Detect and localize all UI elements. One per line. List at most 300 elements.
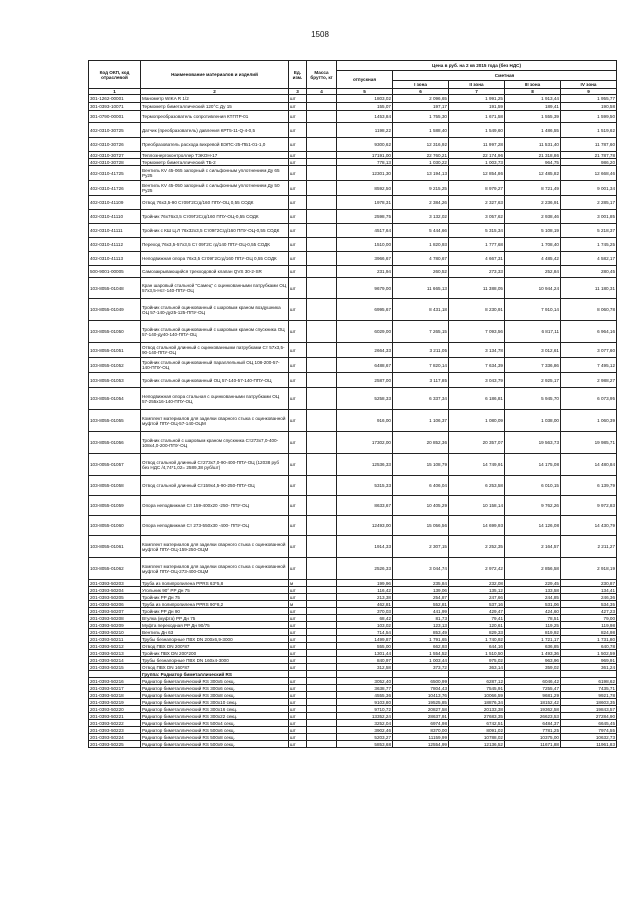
table-body [89, 95, 617, 748]
mass-cell [307, 536, 337, 558]
zone-4-price-cell: 14 430,79 [561, 516, 617, 536]
unit-cell: шт [289, 278, 307, 299]
item-code-cell: 402-0310-30728 [89, 159, 141, 166]
zone-2-price-cell: 22 174,96 [449, 152, 505, 159]
zone-4-price-cell: 7435,71 [561, 685, 617, 692]
zone-3-price-cell: 963,96 [505, 657, 561, 664]
table-row [89, 664, 617, 671]
zone-1-price-cell: 5 444,66 [393, 224, 449, 238]
mass-cell [307, 238, 337, 252]
item-code-cell: 201-0393-50207 [89, 608, 141, 615]
item-name-cell: Трубы безнапорные ПВХ DN 200х6,9-3000 [141, 636, 289, 643]
zone-3-price-cell: 7255,47 [505, 685, 561, 692]
item-name-cell: Муфта переходная PP Дн 90/75 [141, 622, 289, 629]
table-row [89, 111, 617, 123]
release-price-cell: 2664,33 [337, 343, 393, 358]
zone-2-price-cell: 6742,51 [449, 720, 505, 727]
item-code-cell: 201-0393-50221 [89, 713, 141, 720]
mass-cell [307, 580, 337, 587]
zone-4-price-cell: 824,98 [561, 629, 617, 636]
zone-2-price-cell: 12136,52 [449, 741, 505, 748]
zone-2-price-cell: 135,12 [449, 587, 505, 594]
table-row [89, 343, 617, 358]
release-price-cell: 3252,04 [337, 720, 393, 727]
zone-4-price-cell: 21 787,78 [561, 152, 617, 159]
mass-cell [307, 615, 337, 622]
release-price-cell: 2587,00 [337, 373, 393, 388]
zone-2-price-cell: 975,02 [449, 657, 505, 664]
zone-4-price-cell: 7 495,12 [561, 358, 617, 373]
header-mass: Масса брутто, кг [307, 61, 337, 89]
zone-2-price-cell: 247,66 [449, 594, 505, 601]
release-price-cell: 4517,64 [337, 224, 393, 238]
item-name-cell: Вентиль Дн 63 [141, 629, 289, 636]
table-row [89, 741, 617, 748]
release-price-cell: 3638,77 [337, 685, 393, 692]
zone-4-price-cell [561, 671, 617, 678]
mass-cell [307, 111, 337, 123]
release-price-cell: 9710,72 [337, 706, 393, 713]
zone-4-price-cell: 2 918,19 [561, 558, 617, 580]
zone-2-price-cell: 1 671,58 [449, 111, 505, 123]
release-price-cell: 5203,27 [337, 734, 393, 741]
mass-cell [307, 278, 337, 299]
zone-4-price-cell: 534,35 [561, 601, 617, 608]
table-row [89, 238, 617, 252]
zone-2-price-cell: 8 230,91 [449, 299, 505, 321]
release-price-cell: 155,07 [337, 103, 393, 111]
release-price-cell: 1803,02 [337, 95, 393, 103]
mass-cell [307, 678, 337, 685]
zone-1-price-cell: 123,13 [393, 622, 449, 629]
zone-2-price-cell: 644,16 [449, 643, 505, 650]
item-code-cell: 402-0310-41113 [89, 252, 141, 266]
zone-1-price-cell: 552,81 [393, 601, 449, 608]
zone-2-price-cell: 537,16 [449, 601, 505, 608]
zone-2-price-cell: 273,33 [449, 266, 505, 278]
item-code-cell: 201-0393-50213 [89, 650, 141, 657]
zone-4-price-cell: 6 964,16 [561, 321, 617, 343]
item-name-cell: Тройник 76х76х3,5 Ст09Г2Сгд/160 ППУ-ОЦ-0,55 СОДК [141, 210, 289, 224]
item-name-cell: Тройник стальной оцинкованный с шаровым краном спускника ОЦ 57-140-ду40-140-ППУ-ОЦ [141, 321, 289, 343]
mass-cell [307, 558, 337, 580]
release-price-cell: 9300,62 [337, 138, 393, 152]
item-code-cell: 103-8055-01049 [89, 299, 141, 321]
table-row [89, 181, 617, 196]
release-price-cell: 213,38 [337, 594, 393, 601]
zone-3-price-cell: 14 126,08 [505, 516, 561, 536]
header-estimate: Сметная [393, 71, 617, 81]
zone-1-price-cell: 2 384,26 [393, 196, 449, 210]
item-name-cell: Отвод ПВХ DN 200*87 [141, 643, 289, 650]
zone-1-price-cell: 7 820,14 [393, 358, 449, 373]
item-name-cell: Комплект материалов для заделки сварного стыка с оцинкованной муфтой ППУ-ОЦ-273-400-ОЦМ [141, 558, 289, 580]
item-code-cell: 103-8055-01062 [89, 558, 141, 580]
header-name: Наименование материалов и изделий [141, 61, 289, 89]
table-row [89, 601, 617, 608]
zone-3-price-cell: 636,85 [505, 643, 561, 650]
zone-4-price-cell: 10632,73 [561, 734, 617, 741]
item-name-cell: Угольник 90° PP Дн 75 [141, 587, 289, 594]
item-name-cell: Опора неподвижная Ст 159-400х20 -250- ППУ-ОЦ [141, 496, 289, 516]
item-code-cell: 201-0393-50222 [89, 720, 141, 727]
zone-2-price-cell: 8 979,27 [449, 181, 505, 196]
release-price-cell: 1914,33 [337, 536, 393, 558]
zone-4-price-cell: 19843,57 [561, 706, 617, 713]
release-price-cell: 12536,33 [337, 454, 393, 476]
zone-1-price-cell: 15 056,56 [393, 516, 449, 536]
zone-4-price-cell: 1 745,25 [561, 238, 617, 252]
release-price-cell: 9679,00 [337, 278, 393, 299]
table-row [89, 252, 617, 266]
zone-1-price-cell: 81,73 [393, 615, 449, 622]
column-number: 7 [449, 89, 505, 95]
mass-cell [307, 266, 337, 278]
zone-4-price-cell: 119,98 [561, 622, 617, 629]
zone-1-price-cell: 12 316,92 [393, 138, 449, 152]
zone-1-price-cell: 6974,98 [393, 720, 449, 727]
mass-cell [307, 224, 337, 238]
zone-1-price-cell: 7804,43 [393, 685, 449, 692]
column-number: 2 [141, 89, 289, 95]
zone-4-price-cell: 27284,90 [561, 713, 617, 720]
unit-cell: шт [289, 476, 307, 496]
zone-3-price-cell: 8 721,49 [505, 181, 561, 196]
zone-4-price-cell: 4 582,17 [561, 252, 617, 266]
zone-1-price-cell: 2 096,65 [393, 95, 449, 103]
release-price-cell: 1978,31 [337, 196, 393, 210]
release-price-cell: 5853,68 [337, 741, 393, 748]
zone-2-price-cell: 4 667,31 [449, 252, 505, 266]
item-name-cell: Неподвижная опора 76х3,5 Ст09Г2Сгд/160 ППУ-ОЦ 0,55 СОДК [141, 252, 289, 266]
mass-cell [307, 636, 337, 643]
release-price-cell: 462,81 [337, 601, 393, 608]
zone-3-price-cell: 229,45 [505, 580, 561, 587]
item-name-cell: Тройник стальной оцинкованный ОЦ 57-140-57-140-ППУ-ОЦ [141, 373, 289, 388]
item-code-cell: 201-0393-50218 [89, 692, 141, 699]
zone-4-price-cell: 8 060,78 [561, 299, 617, 321]
item-code-cell: 103-8055-01054 [89, 388, 141, 410]
item-name-cell: Тройник с КШ Ц.Л 76х32х3,5 Ст09Г2Сгд/160 ППУ-ОЦ-0,55 СОДК [141, 224, 289, 238]
item-name-cell: Тройник PP Дн 90 [141, 608, 289, 615]
header-zone-2: II зона [449, 81, 505, 89]
item-code-cell: 103-8055-01056 [89, 432, 141, 454]
item-name-cell: Труба из полипропилена PPRS 90*8,2 [141, 601, 289, 608]
column-number: 4 [307, 89, 337, 95]
release-price-cell [337, 671, 393, 678]
zone-2-price-cell: 2 972,42 [449, 558, 505, 580]
release-price-cell: 17191,00 [337, 152, 393, 159]
item-name-cell: Труба из полипропилена PPRS 63*5,8 [141, 580, 289, 587]
mass-cell [307, 181, 337, 196]
release-price-cell: 12301,30 [337, 166, 393, 181]
header-zone-1: I зона [393, 81, 449, 89]
item-name-cell: Радиатор биметаллический RS 300х5 секц. [141, 678, 289, 685]
zone-2-price-cell: 429,47 [449, 608, 505, 615]
mass-cell [307, 196, 337, 210]
release-price-cell: 3902,46 [337, 727, 393, 734]
item-name-cell: Втулка (муфта) PP Дн 75 [141, 615, 289, 622]
zone-1-price-cell: 15 108,79 [393, 454, 449, 476]
zone-1-price-cell: 1 588,40 [393, 123, 449, 138]
unit-cell: шт [289, 111, 307, 123]
item-name-cell: Тройник стальной оцинкованный параллельный ОЦ 108-200-57-140-ППУ-ОЦ [141, 358, 289, 373]
release-price-cell: 1453,84 [337, 111, 393, 123]
table-row [89, 615, 617, 622]
unit-cell: шт [289, 622, 307, 629]
table-row [89, 594, 617, 601]
unit-cell: шт [289, 266, 307, 278]
zone-2-price-cell: 2 327,63 [449, 196, 505, 210]
item-code-cell [89, 671, 141, 678]
unit-cell: шт [289, 159, 307, 166]
zone-3-price-cell: 2 925,17 [505, 373, 561, 388]
mass-cell [307, 138, 337, 152]
item-code-cell: 201-0393-50217 [89, 685, 141, 692]
zone-2-price-cell: 1 510,50 [449, 650, 505, 657]
zone-2-price-cell: 3 057,62 [449, 210, 505, 224]
zone-3-price-cell: 531,06 [505, 601, 561, 608]
release-price-cell: 8633,67 [337, 496, 393, 516]
zone-1-price-cell: 197,17 [393, 103, 449, 111]
zone-2-price-cell: 10066,59 [449, 692, 505, 699]
zone-1-price-cell: 13 194,13 [393, 166, 449, 181]
zone-2-price-cell: 20 357,07 [449, 432, 505, 454]
table-row [89, 536, 617, 558]
item-code-cell: 201-0393-50203 [89, 580, 141, 587]
item-code-cell: 103-8055-01058 [89, 476, 141, 496]
mass-cell [307, 727, 337, 734]
zone-3-price-cell: 5 108,19 [505, 224, 561, 238]
unit-cell: шт [289, 720, 307, 727]
zone-2-price-cell: 11 388,05 [449, 278, 505, 299]
item-code-cell: 103-8055-01059 [89, 496, 141, 516]
column-number: 1 [89, 89, 141, 95]
zone-3-price-cell: 2 938,46 [505, 210, 561, 224]
mass-cell [307, 699, 337, 706]
mass-cell [307, 152, 337, 159]
table-row [89, 299, 617, 321]
item-name-cell: Неподвижная опора стальная с оцинкованными патрубками ОЦ 57-255х16-140-ППУ-ОЦ [141, 388, 289, 410]
mass-cell [307, 454, 337, 476]
release-price-cell: 6995,67 [337, 299, 393, 321]
mass-cell [307, 252, 337, 266]
zone-3-price-cell: 10375,00 [505, 734, 561, 741]
zone-4-price-cell: 9 972,83 [561, 496, 617, 516]
mass-cell [307, 671, 337, 678]
zone-4-price-cell: 986,20 [561, 159, 617, 166]
mass-cell [307, 657, 337, 664]
item-code-cell: 201-0393-50210 [89, 629, 141, 636]
zone-2-price-cell: 3 043,79 [449, 373, 505, 388]
zone-1-price-cell [393, 671, 449, 678]
item-code-cell: 402-0310-30727 [89, 152, 141, 159]
zone-1-price-cell: 9 215,25 [393, 181, 449, 196]
zone-2-price-cell: 18876,34 [449, 699, 505, 706]
zone-2-price-cell: 1 080,09 [449, 410, 505, 432]
item-name-cell: Радиатор биметаллический RS 300х8 секц. [141, 692, 289, 699]
zone-3-price-cell: 14 175,08 [505, 454, 561, 476]
table-row [89, 608, 617, 615]
item-name-cell: Радиатор биметаллический RS 300х6 секц. [141, 685, 289, 692]
item-code-cell: 402-0310-41725 [89, 166, 141, 181]
zone-1-price-cell: 1 030,22 [393, 159, 449, 166]
zone-2-price-cell: 8091,02 [449, 727, 505, 734]
mass-cell [307, 594, 337, 601]
zone-1-price-cell: 235,84 [393, 580, 449, 587]
item-code-cell: 201-0393-50209 [89, 622, 141, 629]
unit-cell: шт [289, 238, 307, 252]
item-code-cell: 402-0310-41111 [89, 224, 141, 238]
item-name-cell: Переход 76х3,5-57х3,5 Ст 09Г2С гд/140 ППУ-ОЦ-0,55 СОДК [141, 238, 289, 252]
zone-1-price-cell: 7 265,15 [393, 321, 449, 343]
mass-cell [307, 432, 337, 454]
zone-1-price-cell: 2 307,15 [393, 536, 449, 558]
price-table [88, 60, 617, 748]
mass-cell [307, 734, 337, 741]
mass-cell [307, 608, 337, 615]
table-row [89, 699, 617, 706]
zone-1-price-cell: 20 852,36 [393, 432, 449, 454]
zone-2-price-cell: 7 093,56 [449, 321, 505, 343]
release-price-cell: 555,00 [337, 643, 393, 650]
unit-cell: шт [289, 343, 307, 358]
zone-1-price-cell: 139,06 [393, 587, 449, 594]
zone-4-price-cell: 2 211,27 [561, 536, 617, 558]
table-row [89, 720, 617, 727]
zone-3-price-cell: 12 485,82 [505, 166, 561, 181]
zone-2-price-cell: 7545,91 [449, 685, 505, 692]
item-code-cell: 402-0310-41112 [89, 238, 141, 252]
zone-1-price-cell: 1 755,30 [393, 111, 449, 123]
zone-2-price-cell: 1 991,25 [449, 95, 505, 103]
release-price-cell: 3966,67 [337, 252, 393, 266]
item-code-cell: 201-0393-50205 [89, 594, 141, 601]
zone-1-price-cell: 373,72 [393, 664, 449, 671]
item-name-cell: Отвод стальной длинный Ст159х4,5-90-250-ППУ-ОЦ [141, 476, 289, 496]
release-price-cell: 199,96 [337, 580, 393, 587]
zone-4-price-cell: 5 218,37 [561, 224, 617, 238]
mass-cell [307, 358, 337, 373]
zone-1-price-cell: 4 780,67 [393, 252, 449, 266]
item-code-cell: 103-8055-01061 [89, 536, 141, 558]
zone-1-price-cell: 8370,00 [393, 727, 449, 734]
unit-cell: шт [289, 587, 307, 594]
zone-1-price-cell: 1 791,65 [393, 636, 449, 643]
zone-1-price-cell: 853,49 [393, 629, 449, 636]
item-code-cell: 201-0393-50212 [89, 643, 141, 650]
zone-3-price-cell: 26623,53 [505, 713, 561, 720]
item-name-cell: Вентиль КV 45-065 запорный с сильфонным уплотнением Ду 65 Ру25 [141, 166, 289, 181]
column-number: 3 [289, 89, 307, 95]
zone-1-price-cell: 11 665,13 [393, 278, 449, 299]
zone-2-price-cell: 10 158,14 [449, 496, 505, 516]
zone-3-price-cell: 19 563,73 [505, 432, 561, 454]
zone-2-price-cell: 7 634,39 [449, 358, 505, 373]
zone-4-price-cell: 280,45 [561, 266, 617, 278]
item-name-cell: Радиатор биметаллический RS 500х8 секц. [141, 734, 289, 741]
unit-cell: шт [289, 410, 307, 432]
release-price-cell: 8592,50 [337, 181, 393, 196]
release-price-cell: 1499,87 [337, 636, 393, 643]
zone-1-price-cell: 10 405,29 [393, 496, 449, 516]
mass-cell [307, 343, 337, 358]
mass-cell [307, 685, 337, 692]
zone-1-price-cell: 6 337,34 [393, 388, 449, 410]
zone-4-price-cell: 6198,62 [561, 678, 617, 685]
zone-2-price-cell: 5 315,34 [449, 224, 505, 238]
zone-4-price-cell: 6 073,95 [561, 388, 617, 410]
unit-cell: шт [289, 252, 307, 266]
unit-cell: шт [289, 536, 307, 558]
release-price-cell: 840,97 [337, 657, 393, 664]
mass-cell [307, 123, 337, 138]
zone-3-price-cell: 19362,58 [505, 706, 561, 713]
release-price-cell: 1510,00 [337, 238, 393, 252]
zone-4-price-cell: 1 060,39 [561, 410, 617, 432]
mass-cell [307, 601, 337, 608]
unit-cell: шт [289, 152, 307, 159]
zone-4-price-cell: 9 001,34 [561, 181, 617, 196]
zone-2-price-cell: 191,59 [449, 103, 505, 111]
item-code-cell: 402-0310-41109 [89, 196, 141, 210]
zone-1-price-cell: 12554,99 [393, 741, 449, 748]
item-code-cell: 201-0393-50211 [89, 636, 141, 643]
unit-cell: шт [289, 713, 307, 720]
item-name-cell: Датчик (преобразователь) давления КРТ5-11-Q-4-0,5 [141, 123, 289, 138]
zone-4-price-cell: 246,36 [561, 594, 617, 601]
table-row [89, 496, 617, 516]
unit-cell: шт [289, 636, 307, 643]
zone-3-price-cell: 1 708,40 [505, 238, 561, 252]
item-code-cell: 201-0393-50204 [89, 587, 141, 594]
table-row [89, 432, 617, 454]
unit-cell: шт [289, 727, 307, 734]
item-code-cell: 103-8055-01055 [89, 410, 141, 432]
zone-1-price-cell: 28637,91 [393, 713, 449, 720]
unit-cell: шт [289, 166, 307, 181]
item-code-cell: 201-0393-50214 [89, 657, 141, 664]
release-price-cell: 116,42 [337, 587, 393, 594]
release-price-cell: 370,03 [337, 608, 393, 615]
column-number: 6 [393, 89, 449, 95]
table-row [89, 224, 617, 238]
release-price-cell: 2526,33 [337, 558, 393, 580]
zone-2-price-cell: 14 699,93 [449, 516, 505, 536]
zone-3-price-cell: 18152,42 [505, 699, 561, 706]
unit-cell: шт [289, 224, 307, 238]
item-name-cell: Кран шаровый стальной "Самец" с оцинкованными патрубками ОЦ 57х3,5-Нст-140-ППУ-ОЦ [141, 278, 289, 299]
zone-3-price-cell: 11671,88 [505, 741, 561, 748]
zone-4-price-cell: 6 139,79 [561, 476, 617, 496]
zone-4-price-cell: 2 988,27 [561, 373, 617, 388]
zone-3-price-cell: 78,51 [505, 615, 561, 622]
zone-2-price-cell: 6 253,58 [449, 476, 505, 496]
zone-1-price-cell: 1 554,52 [393, 650, 449, 657]
table-row [89, 196, 617, 210]
unit-cell: м [289, 580, 307, 587]
release-price-cell: 12493,00 [337, 516, 393, 536]
unit-cell: шт [289, 657, 307, 664]
zone-4-price-cell: 640,78 [561, 643, 617, 650]
release-price-cell: 916,00 [337, 410, 393, 432]
table-row [89, 410, 617, 432]
item-code-cell: 201-0393-50215 [89, 664, 141, 671]
table-row [89, 657, 617, 664]
unit-cell: шт [289, 388, 307, 410]
release-price-cell: 3052,40 [337, 678, 393, 685]
zone-4-price-cell: 1 599,50 [561, 111, 617, 123]
